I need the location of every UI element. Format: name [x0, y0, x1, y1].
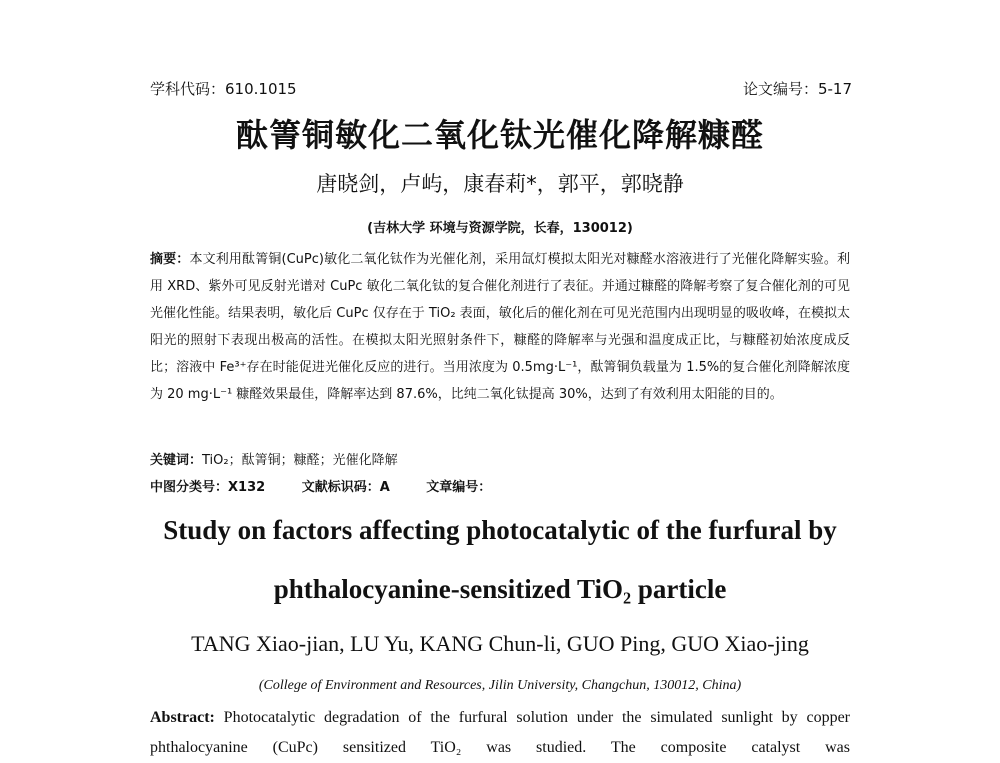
keywords-text: TiO₂；酞箐铜；糠醛；光催化降解: [202, 453, 398, 468]
chinese-abstract-text: 本文利用酞箐铜(CuPc)敏化二氧化钛作为光催化剂，采用氙灯模拟太阳光对糠醛水溶液进行了光催化降解实验。利用 XRD、紫外可见反射光谱对 CuPc 敏化二氧化钛的复合催化剂进行了表征。并通过糠醛的降解考察了复合催化剂的可见光催化性能。结果表明，敏化后 CuPc 仅存在于 TiO₂ 表面，敏化后的催化剂在可见光范围内出现明显的吸收峰，在模拟太阳光的照射下表现出极高的活性。在模拟太阳光照射条件下，糠醛的降解率与光强和温度成正比，与糠醛初始浓度成反比；溶液中 Fe³⁺存在时能促进光催化反应的进行。当用浓度为 0.5mg·L⁻¹，酞箐铜负载量为 1.5%的复合催化剂降解浓度为 20 mg·L⁻¹ 糠醛效果最佳，降解率达到 87.6%，比纯二氧化钛提高 30%，达到了有效利用太阳能的目的。: [150, 252, 850, 402]
paper-number: 论文编号：5-17: [742, 80, 852, 98]
english-authors: TANG Xiao-jian, LU Yu, KANG Chun-li, GUO Ping, GUO Xiao-jing: [191, 631, 809, 656]
article-number: 文章编号：: [426, 480, 492, 495]
english-title-line2: phthalocyanine-sensitized TiO₂ particle: [273, 574, 727, 604]
chinese-keywords: [150, 449, 398, 468]
chinese-abstract-label: 摘要：: [150, 252, 190, 267]
chinese-affiliation: (吉林大学 环境与资源学院，长春，130012): [367, 221, 633, 236]
subject-code: 学科代码：610.1015: [150, 80, 297, 98]
english-abstract: [150, 703, 850, 763]
english-affiliation: (College of Environment and Resources, Jilin University, Changchun, 130012, China): [258, 678, 742, 693]
document-code: 文献标识码：A: [301, 480, 390, 495]
clc-number: 中图分类号：X132: [150, 480, 266, 495]
english-abstract-label: Abstract:: [150, 709, 215, 726]
classification-line: [150, 476, 523, 495]
english-title-line1: Study on factors affecting photocatalytic of the furfural by: [163, 515, 837, 545]
chinese-title: 酞箐铜敏化二氧化钛光催化降解糠醛: [235, 116, 764, 154]
english-abstract-text: Photocatalytic degradation of the furfural solution under the simulated sunlight by copper phthalocyanine (CuPc) sensitized TiO₂ was studied. The composite catalyst was: [150, 709, 850, 756]
keywords-label: 关键词：: [150, 453, 203, 468]
chinese-authors: 唐晓剑，卢屿，康春莉*，郭平，郭晓静: [316, 172, 684, 196]
chinese-abstract: [150, 246, 850, 408]
